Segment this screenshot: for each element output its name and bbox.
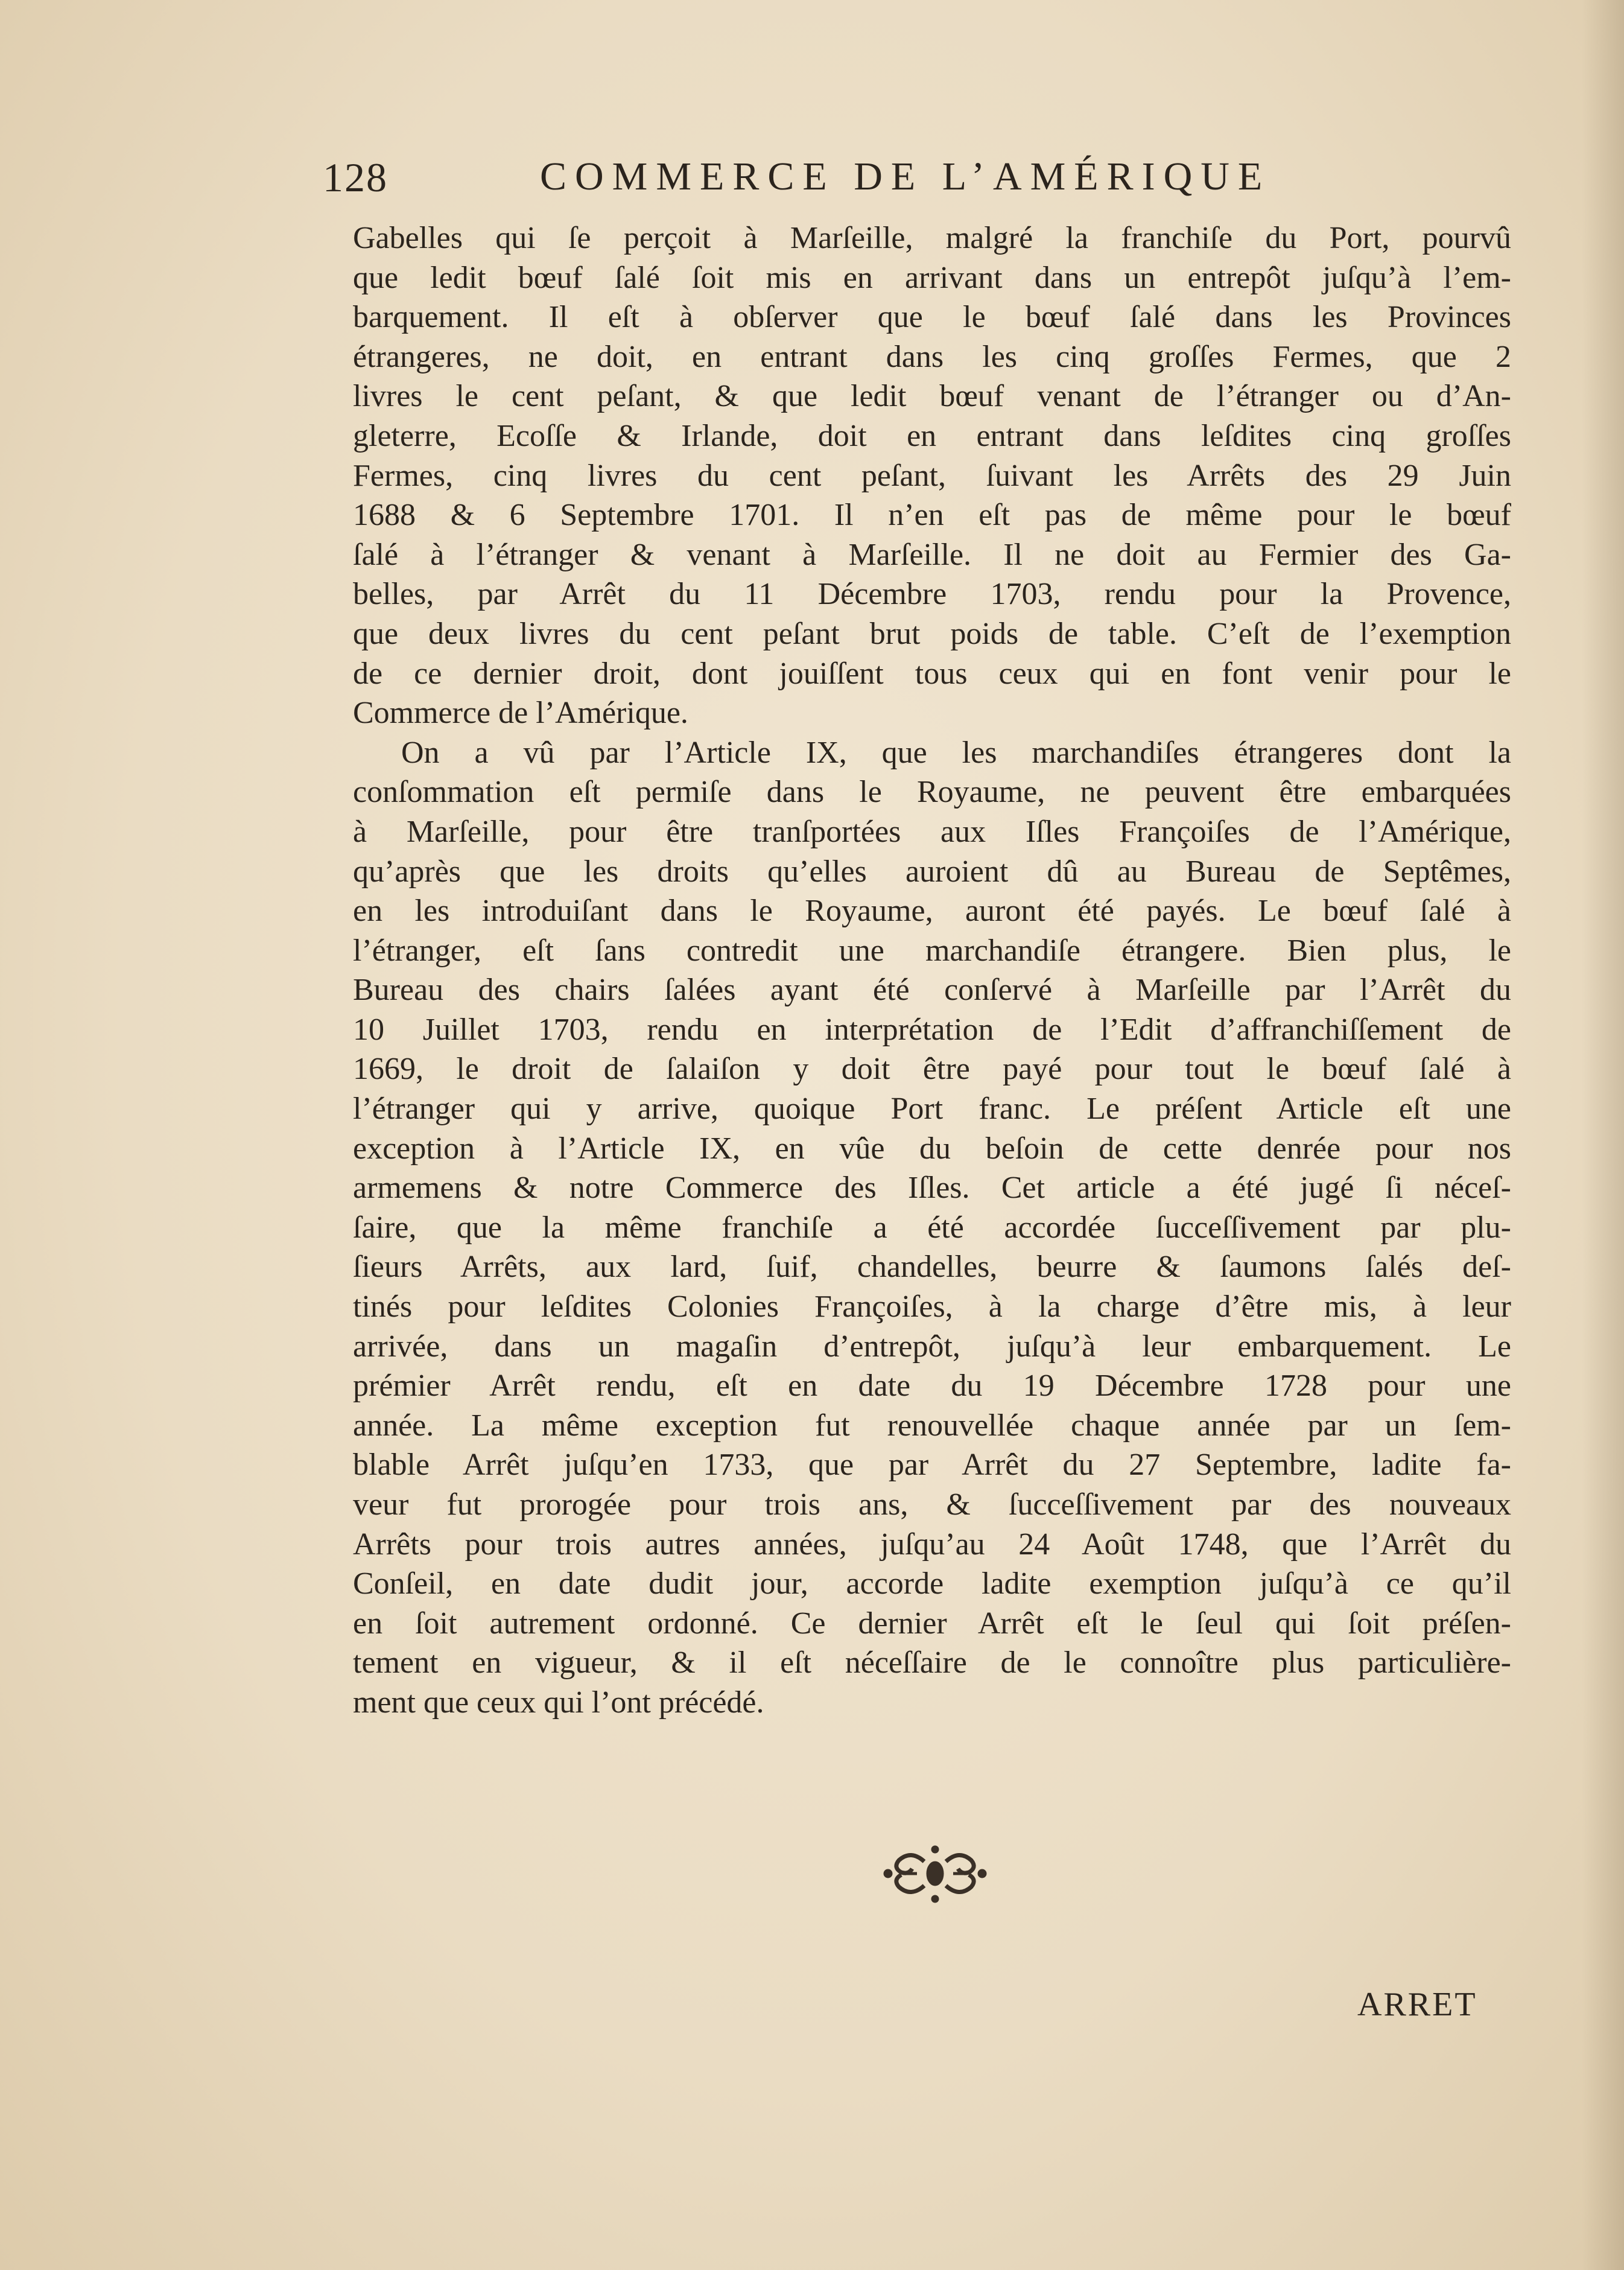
text-line: l’étranger, eſt ſans contredit une marchandiſe étrangere. Bien plus, le xyxy=(353,933,1511,968)
text-line: 1688 & 6 Septembre 1701. Il n’en eſt pas de même pour le bœuf xyxy=(353,498,1511,533)
text-line: que ledit bœuf ſalé ſoit mis en arrivant dans un entrepôt juſqu’à l’em- xyxy=(353,260,1511,295)
text-line: Arrêts pour trois autres années, juſqu’au 24 Août 1748, que l’Arrêt du xyxy=(353,1527,1511,1562)
text-line: ment que ceux qui l’ont précédé. xyxy=(353,1685,764,1720)
text-line: Commerce de l’Amérique. xyxy=(353,696,688,731)
page-gutter-shadow xyxy=(1582,0,1624,2270)
text-line: de ce dernier droit, dont jouiſſent tous ceux qui en font venir pour le xyxy=(353,656,1511,691)
printers-ornament-icon xyxy=(875,1837,995,1910)
text-line: 1669, le droit de ſalaiſon y doit être payé pour tout le bœuf ſalé à xyxy=(353,1052,1511,1087)
text-line: veur fut prorogée pour trois ans, & ſucceſſivement par des nouveaux xyxy=(353,1487,1511,1522)
text-line: barquement. Il eſt à obſerver que le bœuf ſalé dans les Provinces xyxy=(353,300,1511,335)
text-line: que deux livres du cent peſant brut poids de table. C’eſt de l’exemption xyxy=(353,616,1511,651)
text-line: étrangeres, ne doit, en entrant dans les cinq groſſes Fermes, que 2 xyxy=(353,339,1511,374)
running-title: COMMERCE DE L’AMÉRIQUE xyxy=(540,154,1271,199)
catchword: ARRET xyxy=(1357,1986,1477,2023)
text-line: armemens & notre Commerce des Iſles. Cet article a été jugé ſi néceſ- xyxy=(353,1171,1511,1206)
text-line: conſommation eſt permiſe dans le Royaume, ne peuvent être embarquées xyxy=(353,775,1511,810)
text-line: 10 Juillet 1703, rendu en interprétation de l’Edit d’affranchiſſement de xyxy=(353,1012,1511,1047)
text-line: tement en vigueur, & il eſt néceſſaire de le connoître plus particulière- xyxy=(353,1645,1511,1680)
text-line: à Marſeille, pour être tranſportées aux Iſles Françoiſes de l’Amérique, xyxy=(353,814,1511,849)
text-line: belles, par Arrêt du 11 Décembre 1703, rendu pour la Provence, xyxy=(353,577,1511,612)
text-line: exception à l’Article IX, en vûe du beſoin de cette denrée pour nos xyxy=(353,1131,1511,1166)
text-line: Bureau des chairs ſalées ayant été conſervé à Marſeille par l’Arrêt du xyxy=(353,973,1511,1008)
text-line: tinés pour leſdites Colonies Françoiſes, à la charge d’être mis, à leur xyxy=(353,1289,1511,1324)
text-line: ſaire, que la même franchiſe a été accordée ſucceſſivement par plu- xyxy=(353,1210,1511,1245)
body-text xyxy=(353,218,1511,1723)
paragraph xyxy=(353,218,1511,733)
text-line: en les introduiſant dans le Royaume, auront été payés. Le bœuf ſalé à xyxy=(353,894,1511,929)
text-line: Fermes, cinq livres du cent peſant, ſuivant les Arrêts des 29 Juin xyxy=(353,458,1511,493)
text-line: ſalé à l’étranger & venant à Marſeille. Il ne doit au Fermier des Ga- xyxy=(353,537,1511,572)
text-line: année. La même exception fut renouvellée chaque année par un ſem- xyxy=(353,1408,1511,1443)
text-line: Gabelles qui ſe perçoit à Marſeille, malgré la franchiſe du Port, pourvû xyxy=(353,221,1511,255)
text-line: blable Arrêt juſqu’en 1733, que par Arrêt du 27 Septembre, ladite fa- xyxy=(353,1448,1511,1483)
text-line: prémier Arrêt rendu, eſt en date du 19 Décembre 1728 pour une xyxy=(353,1369,1511,1404)
text-line: l’étranger qui y arrive, quoique Port franc. Le préſent Article eſt une xyxy=(353,1092,1511,1127)
text-line: livres le cent peſant, & que ledit bœuf venant de l’étranger ou d’An- xyxy=(353,379,1511,414)
text-line: gleterre, Ecoſſe & Irlande, doit en entrant dans leſdites cinq groſſes xyxy=(353,418,1511,453)
text-line: On a vû par l’Article IX, que les marchandiſes étrangeres dont la xyxy=(401,735,1511,770)
text-line: Conſeil, en date dudit jour, accorde ladite exemption juſqu’à ce qu’il xyxy=(353,1566,1511,1601)
page-number: 128 xyxy=(323,154,388,200)
paragraph xyxy=(353,733,1511,1723)
text-line: en ſoit autrement ordonné. Ce dernier Arrêt eſt le ſeul qui ſoit préſen- xyxy=(353,1606,1511,1641)
text-line: arrivée, dans un magaſin d’entrepôt, juſqu’à leur embarquement. Le xyxy=(353,1329,1511,1364)
text-line: ſieurs Arrêts, aux lard, ſuif, chandelles, beurre & ſaumons ſalés deſ- xyxy=(353,1250,1511,1285)
text-line: qu’après que les droits qu’elles auroient dû au Bureau de Septêmes, xyxy=(353,854,1511,889)
running-head xyxy=(323,154,1360,208)
